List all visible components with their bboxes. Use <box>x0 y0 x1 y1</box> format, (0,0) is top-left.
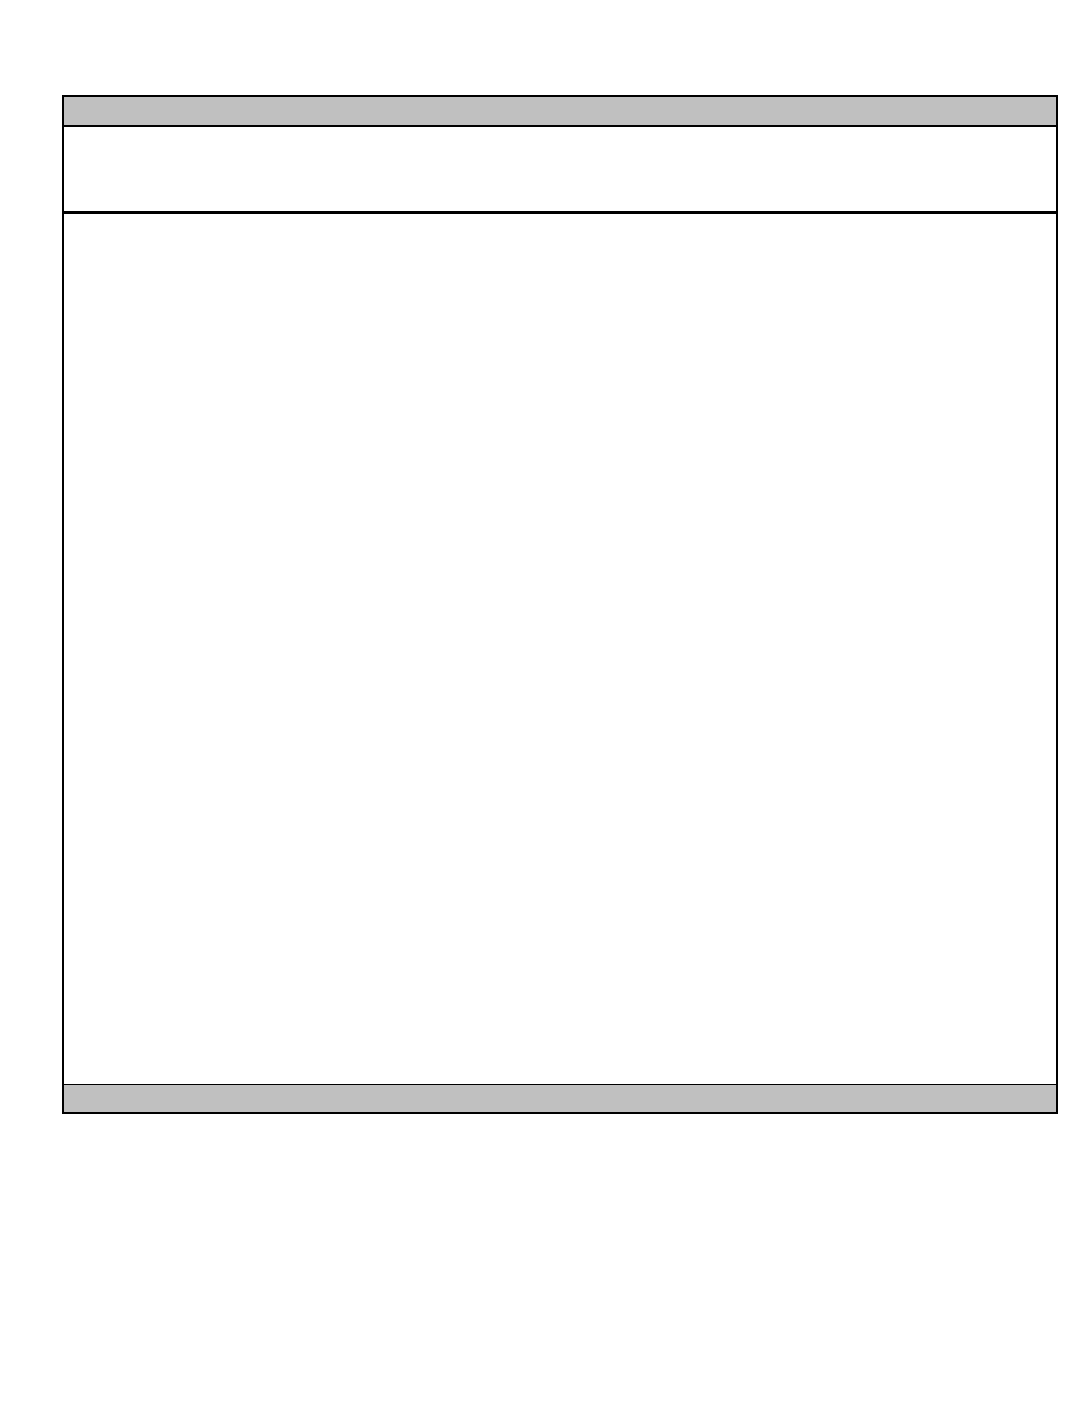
schedule-sheet <box>62 95 1058 1114</box>
page-title <box>64 97 1056 127</box>
field-header-row <box>64 127 1056 214</box>
footer-bar <box>64 1084 1056 1112</box>
